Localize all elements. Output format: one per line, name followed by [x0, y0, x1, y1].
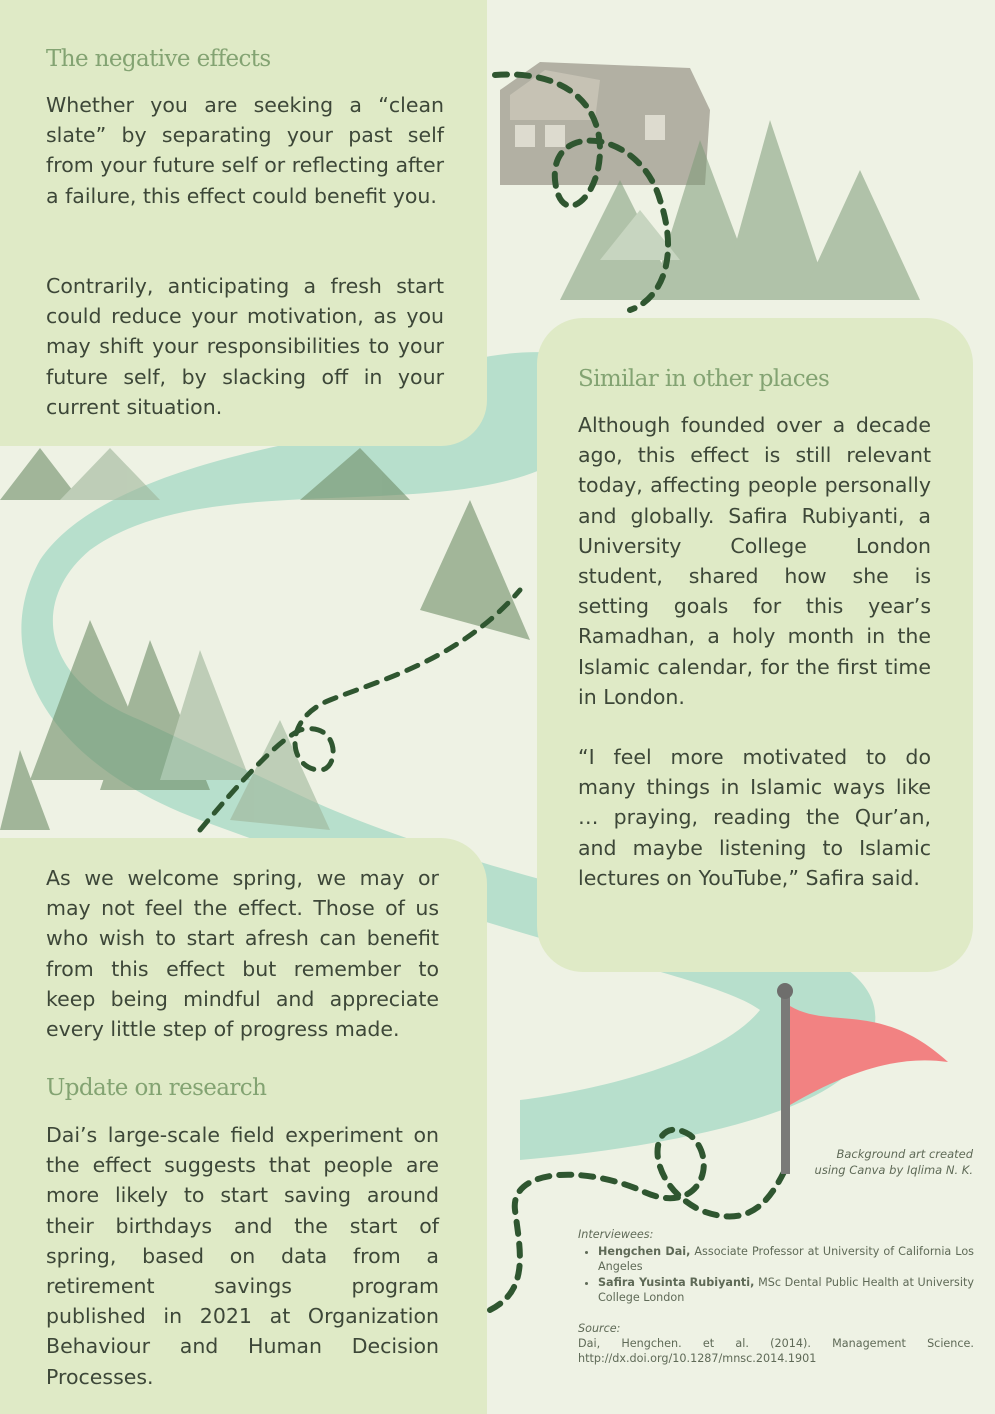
background-art-credit	[815, 1146, 973, 1178]
heading-negative-effects: The negative effects	[46, 46, 271, 72]
paragraph-negative-effects-2: Contrarily, anticipating a fresh start could reduce your motivation, as you may shift your responsibilities to your future self, by slacking off in your current situation.	[46, 274, 444, 419]
interviewee-name: Safira Yusinta Rubiyanti,	[598, 1276, 755, 1289]
source-label: Source:	[578, 1322, 621, 1335]
interviewee-item	[598, 1275, 974, 1305]
interviewees-block	[578, 1227, 974, 1306]
heading-similar-places: Similar in other places	[578, 366, 830, 392]
interviewee-role: MSc Dental Public Health at University College London	[598, 1276, 974, 1304]
watercolor-house	[500, 62, 710, 185]
interviewee-role: Associate Professor at University of California Los Angeles	[598, 1245, 975, 1273]
paragraph-spring: As we welcome spring, we may or may not feel the effect. Those of us who wish to start afresh can benefit from this effect but remember to keep being mindful and appreciate every little step of progress made.	[46, 866, 439, 1042]
interviewees-label: Interviewees:	[578, 1228, 654, 1241]
paragraph-similar-places-2: “I feel more motivated to do many things in Islamic ways like … praying, reading the Qur’an, and maybe listening to Islamic lectures on YouTube,” Safira said.	[578, 745, 931, 890]
interviewees-list	[578, 1244, 974, 1305]
credit-line-1: Background art created	[836, 1147, 973, 1161]
interviewee-item	[598, 1244, 974, 1274]
interviewee-name: Hengchen Dai,	[598, 1245, 691, 1258]
paragraph-negative-effects-1: Whether you are seeking a “clean slate” by separating your past self from your future self or reflecting after a failure, this effect could benefit you.	[46, 93, 444, 208]
source-reference: Dai, Hengchen. et al. (2014). Management Science. http://dx.doi.org/10.1287/mnsc.2014.1901	[578, 1337, 974, 1365]
heading-update-research: Update on research	[46, 1075, 267, 1101]
paragraph-update-research: Dai’s large-scale field experiment on the effect suggests that people are more likely to start saving around their birthdays and the start of spring, based on data from a retirement savings program published in 2021 at Organization Behaviour and Human Decision Processes.	[46, 1123, 439, 1389]
paragraph-similar-places-1: Although founded over a decade ago, this effect is still relevant today, affecting people personally and globally. Safira Rubiyanti, a University College London student, shared how she is setting goals for this year’s Ramadhan, a holy month in the Islamic calendar, for the first time in London.	[578, 413, 931, 709]
source-block	[578, 1321, 974, 1366]
credit-line-2: using Canva by Iqlima N. K.	[814, 1163, 973, 1177]
